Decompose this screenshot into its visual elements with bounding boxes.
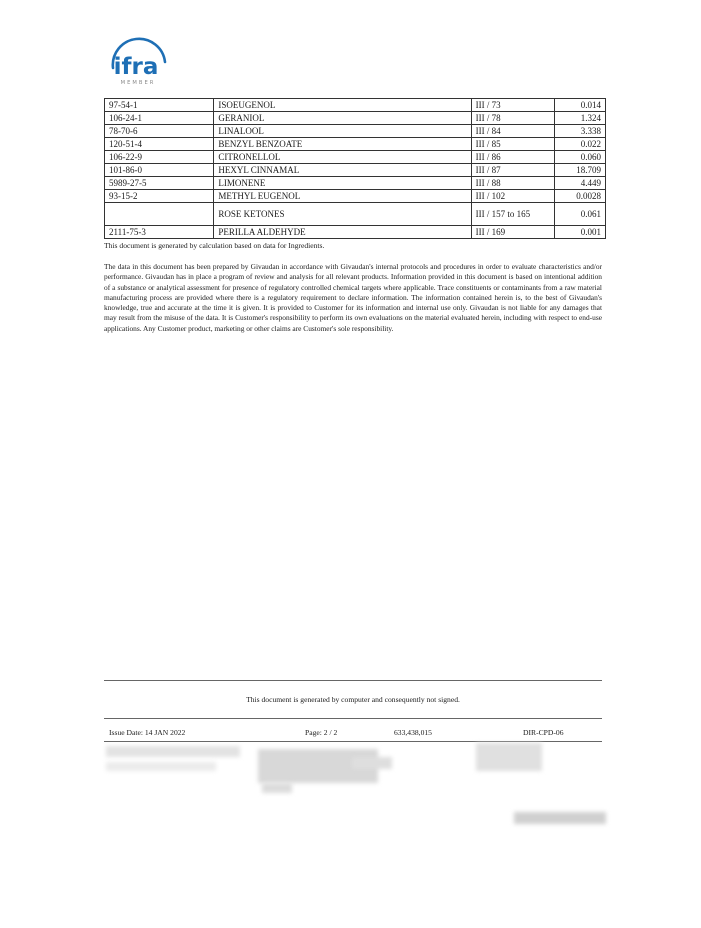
value-cell: 0.0028 [555, 190, 606, 203]
ingredient-row [105, 125, 606, 138]
name-cell: CITRONELLOL [214, 151, 471, 164]
name-cell: GERANIOL [214, 112, 471, 125]
footer-issue-date: Issue Date: 14 JAN 2022 [109, 728, 186, 737]
logo-tagline: MEMBER [120, 80, 156, 86]
cas-cell: 5989-27-5 [105, 177, 214, 190]
category-cell: III / 102 [471, 190, 555, 203]
cas-cell: 97-54-1 [105, 99, 214, 112]
category-cell: III / 87 [471, 164, 555, 177]
ingredient-row [105, 177, 606, 190]
redacted-block [352, 757, 392, 769]
name-cell: BENZYL BENZOATE [214, 138, 471, 151]
value-cell: 0.022 [555, 138, 606, 151]
footer-middle-rule [104, 718, 602, 719]
name-cell: METHYL EUGENOL [214, 190, 471, 203]
category-cell: III / 88 [471, 177, 555, 190]
cas-cell: 120-51-4 [105, 138, 214, 151]
ingredient-row [105, 112, 606, 125]
ingredient-row [105, 164, 606, 177]
category-cell: III / 78 [471, 112, 555, 125]
ingredient-table [104, 98, 606, 239]
cas-cell: 93-15-2 [105, 190, 214, 203]
redacted-block [514, 812, 606, 824]
footer-document-number: 633,438,015 [394, 728, 432, 737]
cas-cell: 2111-75-3 [105, 226, 214, 239]
ingredient-row [105, 203, 606, 226]
ingredient-row [105, 190, 606, 203]
name-cell: PERILLA ALDEHYDE [214, 226, 471, 239]
category-cell: III / 86 [471, 151, 555, 164]
cas-cell: 106-24-1 [105, 112, 214, 125]
value-cell: 0.014 [555, 99, 606, 112]
value-cell: 4.449 [555, 177, 606, 190]
footer-page-number: Page: 2 / 2 [305, 728, 338, 737]
calculation-note: This document is generated by calculation based on data for Ingredients. [104, 241, 325, 250]
category-cell: III / 85 [471, 138, 555, 151]
redacted-block [476, 743, 542, 771]
category-cell: III / 84 [471, 125, 555, 138]
cas-cell: 78-70-6 [105, 125, 214, 138]
cas-cell [105, 203, 214, 226]
value-cell: 0.001 [555, 226, 606, 239]
cas-cell: 101-86-0 [105, 164, 214, 177]
redacted-block [262, 783, 292, 793]
value-cell: 18.709 [555, 164, 606, 177]
name-cell: HEXYL CINNAMAL [214, 164, 471, 177]
name-cell: LIMONENE [214, 177, 471, 190]
logo-brand: ifra [113, 54, 159, 80]
redacted-block [106, 762, 216, 771]
footer-bottom-rule [104, 741, 602, 742]
value-cell: 0.060 [555, 151, 606, 164]
category-cell: III / 169 [471, 226, 555, 239]
footer-top-rule [104, 680, 602, 681]
category-cell: III / 157 to 165 [471, 203, 555, 226]
footer-unsigned-note: This document is generated by computer and consequently not signed. [246, 695, 460, 704]
name-cell: ISOEUGENOL [214, 99, 471, 112]
footer-document-code: DIR-CPD-06 [523, 728, 564, 737]
value-cell: 3.338 [555, 125, 606, 138]
disclaimer-paragraph: The data in this document has been prepared by Givaudan in accordance with Givaudan's internal protocols and procedures in order to evaluate characteristics and/or performance. Givaudan has in place a program of review and analysis for all relevant products. Information provided in this document is based on intentional addition of a substance or analytical assessment for presence of regulatory controlled chemical targets where applicable. Trace constituents or contaminants from a raw material manufacturing process are provided where there is a regulatory requirement to declare information. The information contained herein is, to the best of Givaudan's knowledge, true and accurate at the time it is given. It is provided to Customer for its information and internal use only. Givaudan is not liable for any damages that may result from the misuse of the data. It is Customer's responsibility to perform its own evaluations on the material evaluated herein, including with respect to end-use applications. Any Customer product, marketing or other claims are Customer's sole responsibility. [104, 262, 602, 333]
value-cell: 1.324 [555, 112, 606, 125]
ingredient-table-body [105, 99, 606, 239]
cas-cell: 106-22-9 [105, 151, 214, 164]
redacted-block [106, 746, 240, 757]
ingredient-row [105, 99, 606, 112]
ingredient-row [105, 226, 606, 239]
value-cell: 0.061 [555, 203, 606, 226]
ingredient-row [105, 151, 606, 164]
name-cell: ROSE KETONES [214, 203, 471, 226]
name-cell: LINALOOL [214, 125, 471, 138]
category-cell: III / 73 [471, 99, 555, 112]
ingredient-row [105, 138, 606, 151]
ifra-member-logo [104, 24, 172, 86]
